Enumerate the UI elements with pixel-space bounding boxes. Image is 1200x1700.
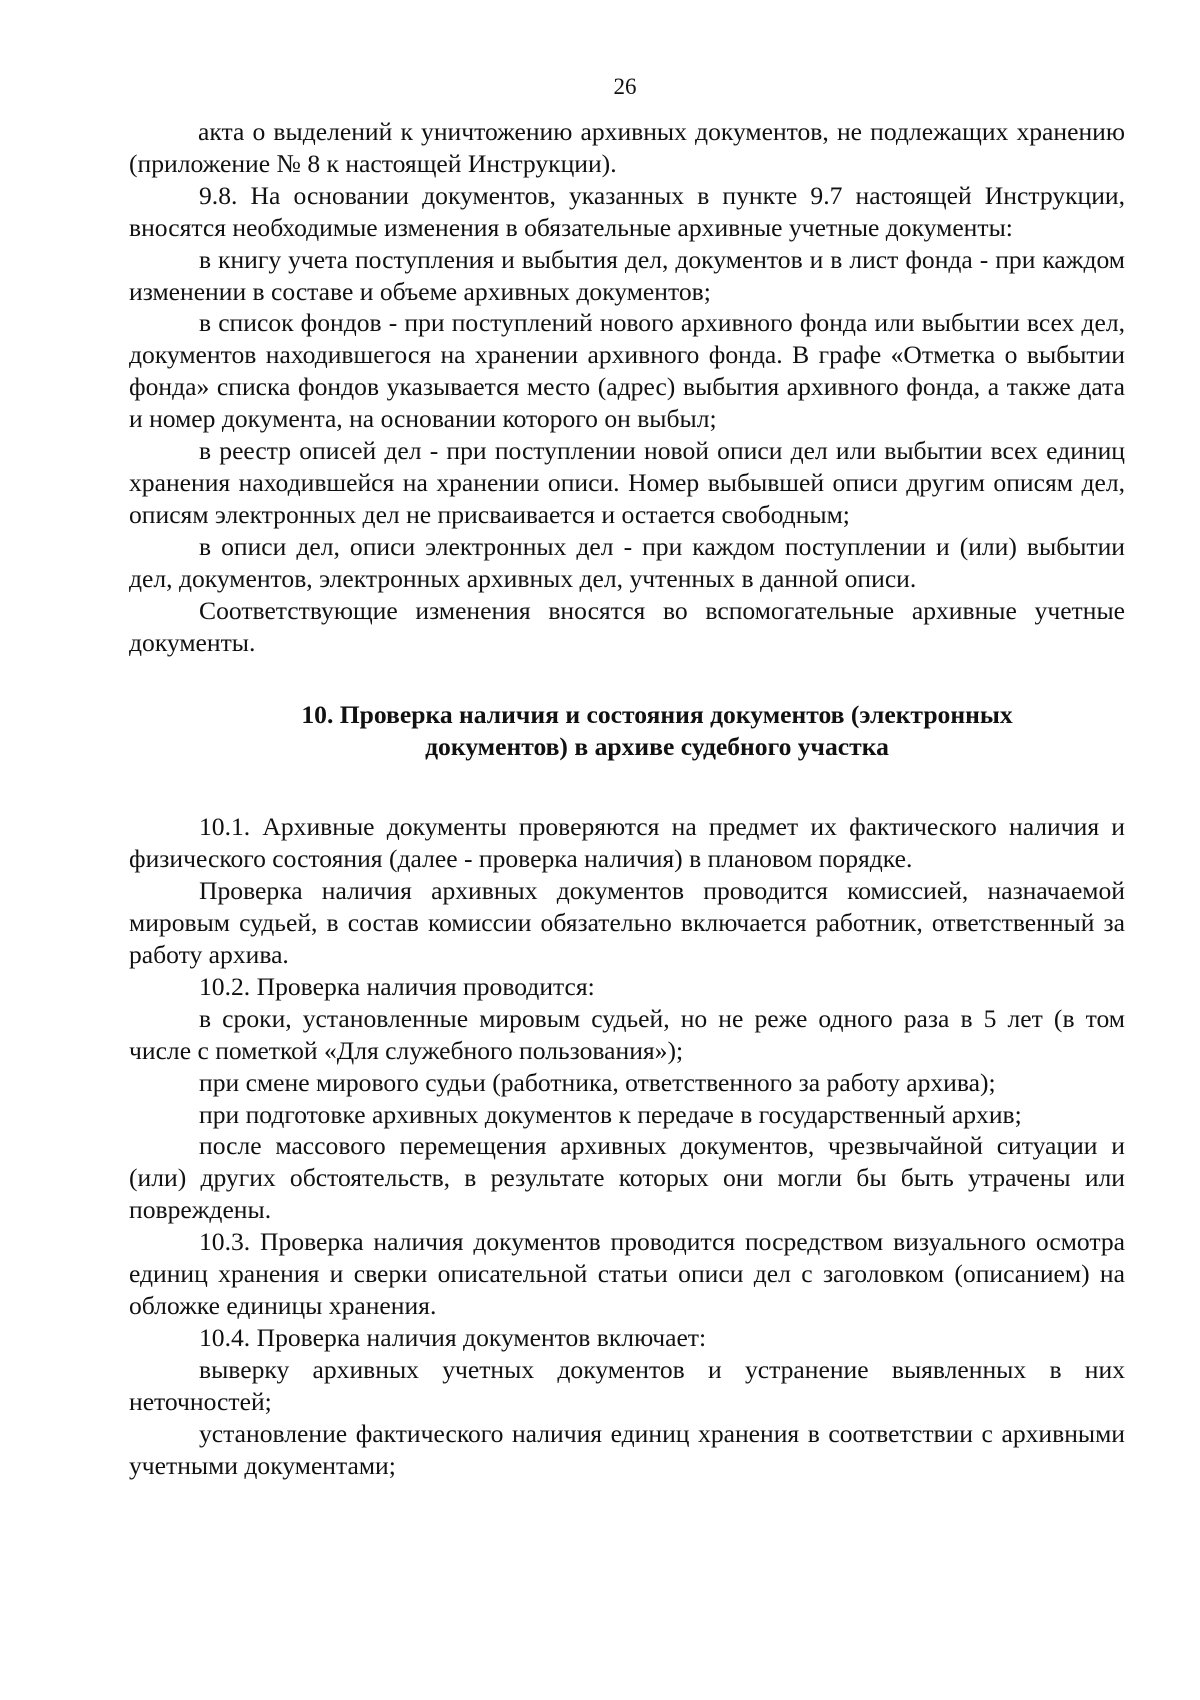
page-number: 26 bbox=[613, 74, 637, 99]
section-heading bbox=[129, 699, 1125, 763]
paragraph-inventory-register: в реестр описей дел - при поступлении новой описи дел или выбытии всех единиц хранения находившейся на хранении описи. Номер выбывшей описи другим описям дел, описям электронных дел не присваивается и остается свободным; bbox=[129, 436, 1125, 529]
paragraph-10-2: 10.2. Проверка наличия проводится: bbox=[199, 971, 595, 1001]
paragraph-mass-relocation: после массового перемещения архивных документов, чрезвычайной ситуации и (или) других обстоятельств, в результате которых они могли бы быть утрачены или повреждены. bbox=[129, 1131, 1125, 1225]
paragraph-book-of-records: в книгу учета поступления и выбытия дел, документов и в лист фонда - при каждом изменении в составе и объеме архивных документов; bbox=[129, 244, 1125, 306]
paragraph-continuation: акта о выделений к уничтожению архивных документов, не подлежащих хранению (приложение № 8 к настоящей Инструкции). bbox=[129, 117, 1125, 178]
paragraph-commission: Проверка наличия архивных документов проводится комиссией, назначаемой мировым судьей, в состав комиссии обязательно включается работник, ответственный за работу архива. bbox=[129, 876, 1125, 970]
paragraph-10-3: 10.3. Проверка наличия документов проводится посредством визуального осмотра единиц хранения и сверки описательной статьи описи дел с заголовком (описанием) на обложке единицы хранения. bbox=[129, 1227, 1125, 1320]
paragraph-deadlines: в сроки, установленные мировым судьей, но не реже одного раза в 5 лет (в том числе с пометкой «Для служебного пользования»); bbox=[129, 1003, 1125, 1065]
paragraph-judge-change: при смене мирового судьи (работника, ответственного за работу архива); bbox=[199, 1067, 996, 1097]
section-heading-line-1: 10. Проверка наличия и состояния документов (электронных bbox=[301, 700, 1013, 730]
paragraph-9-8: 9.8. На основании документов, указанных в пункте 9.7 настоящей Инструкции, вносятся необходимые изменения в обязательные архивные учетные документы: bbox=[129, 180, 1125, 242]
paragraph-fund-list: в список фондов - при поступлений нового архивного фонда или выбытии всех дел, документов находившегося на хранении архивного фонда. В графе «Отметка о выбытии фонда» списка фондов указывается место (адрес) выбытия архивного фонда, а также дата и номер документа, на основании которого он выбыл; bbox=[129, 308, 1125, 434]
paragraph-10-4: 10.4. Проверка наличия документов включает: bbox=[199, 1322, 707, 1352]
section-heading-line-2: документов) в архиве судебного участка bbox=[425, 732, 889, 762]
paragraph-10-1: 10.1. Архивные документы проверяются на предмет их фактического наличия и физического состояния (далее - проверка наличия) в плановом порядке. bbox=[129, 812, 1125, 874]
paragraph-reconciliation: выверку архивных учетных документов и устранение выявленных в них неточностей; bbox=[129, 1354, 1125, 1416]
paragraph-state-archive-transfer: при подготовке архивных документов к передаче в государственный архив; bbox=[199, 1099, 1022, 1129]
document-body bbox=[129, 116, 1125, 1481]
paragraph-case-inventories: в описи дел, описи электронных дел - при каждом поступлении и (или) выбытии дел, документов, электронных архивных дел, учтенных в данной описи. bbox=[129, 531, 1125, 593]
paragraph-actual-presence: установление фактического наличия единиц хранения в соответствии с архивными учетными документами; bbox=[129, 1418, 1125, 1480]
paragraph-auxiliary-documents: Соответствующие изменения вносятся во вспомогательные архивные учетные документы. bbox=[129, 595, 1125, 657]
